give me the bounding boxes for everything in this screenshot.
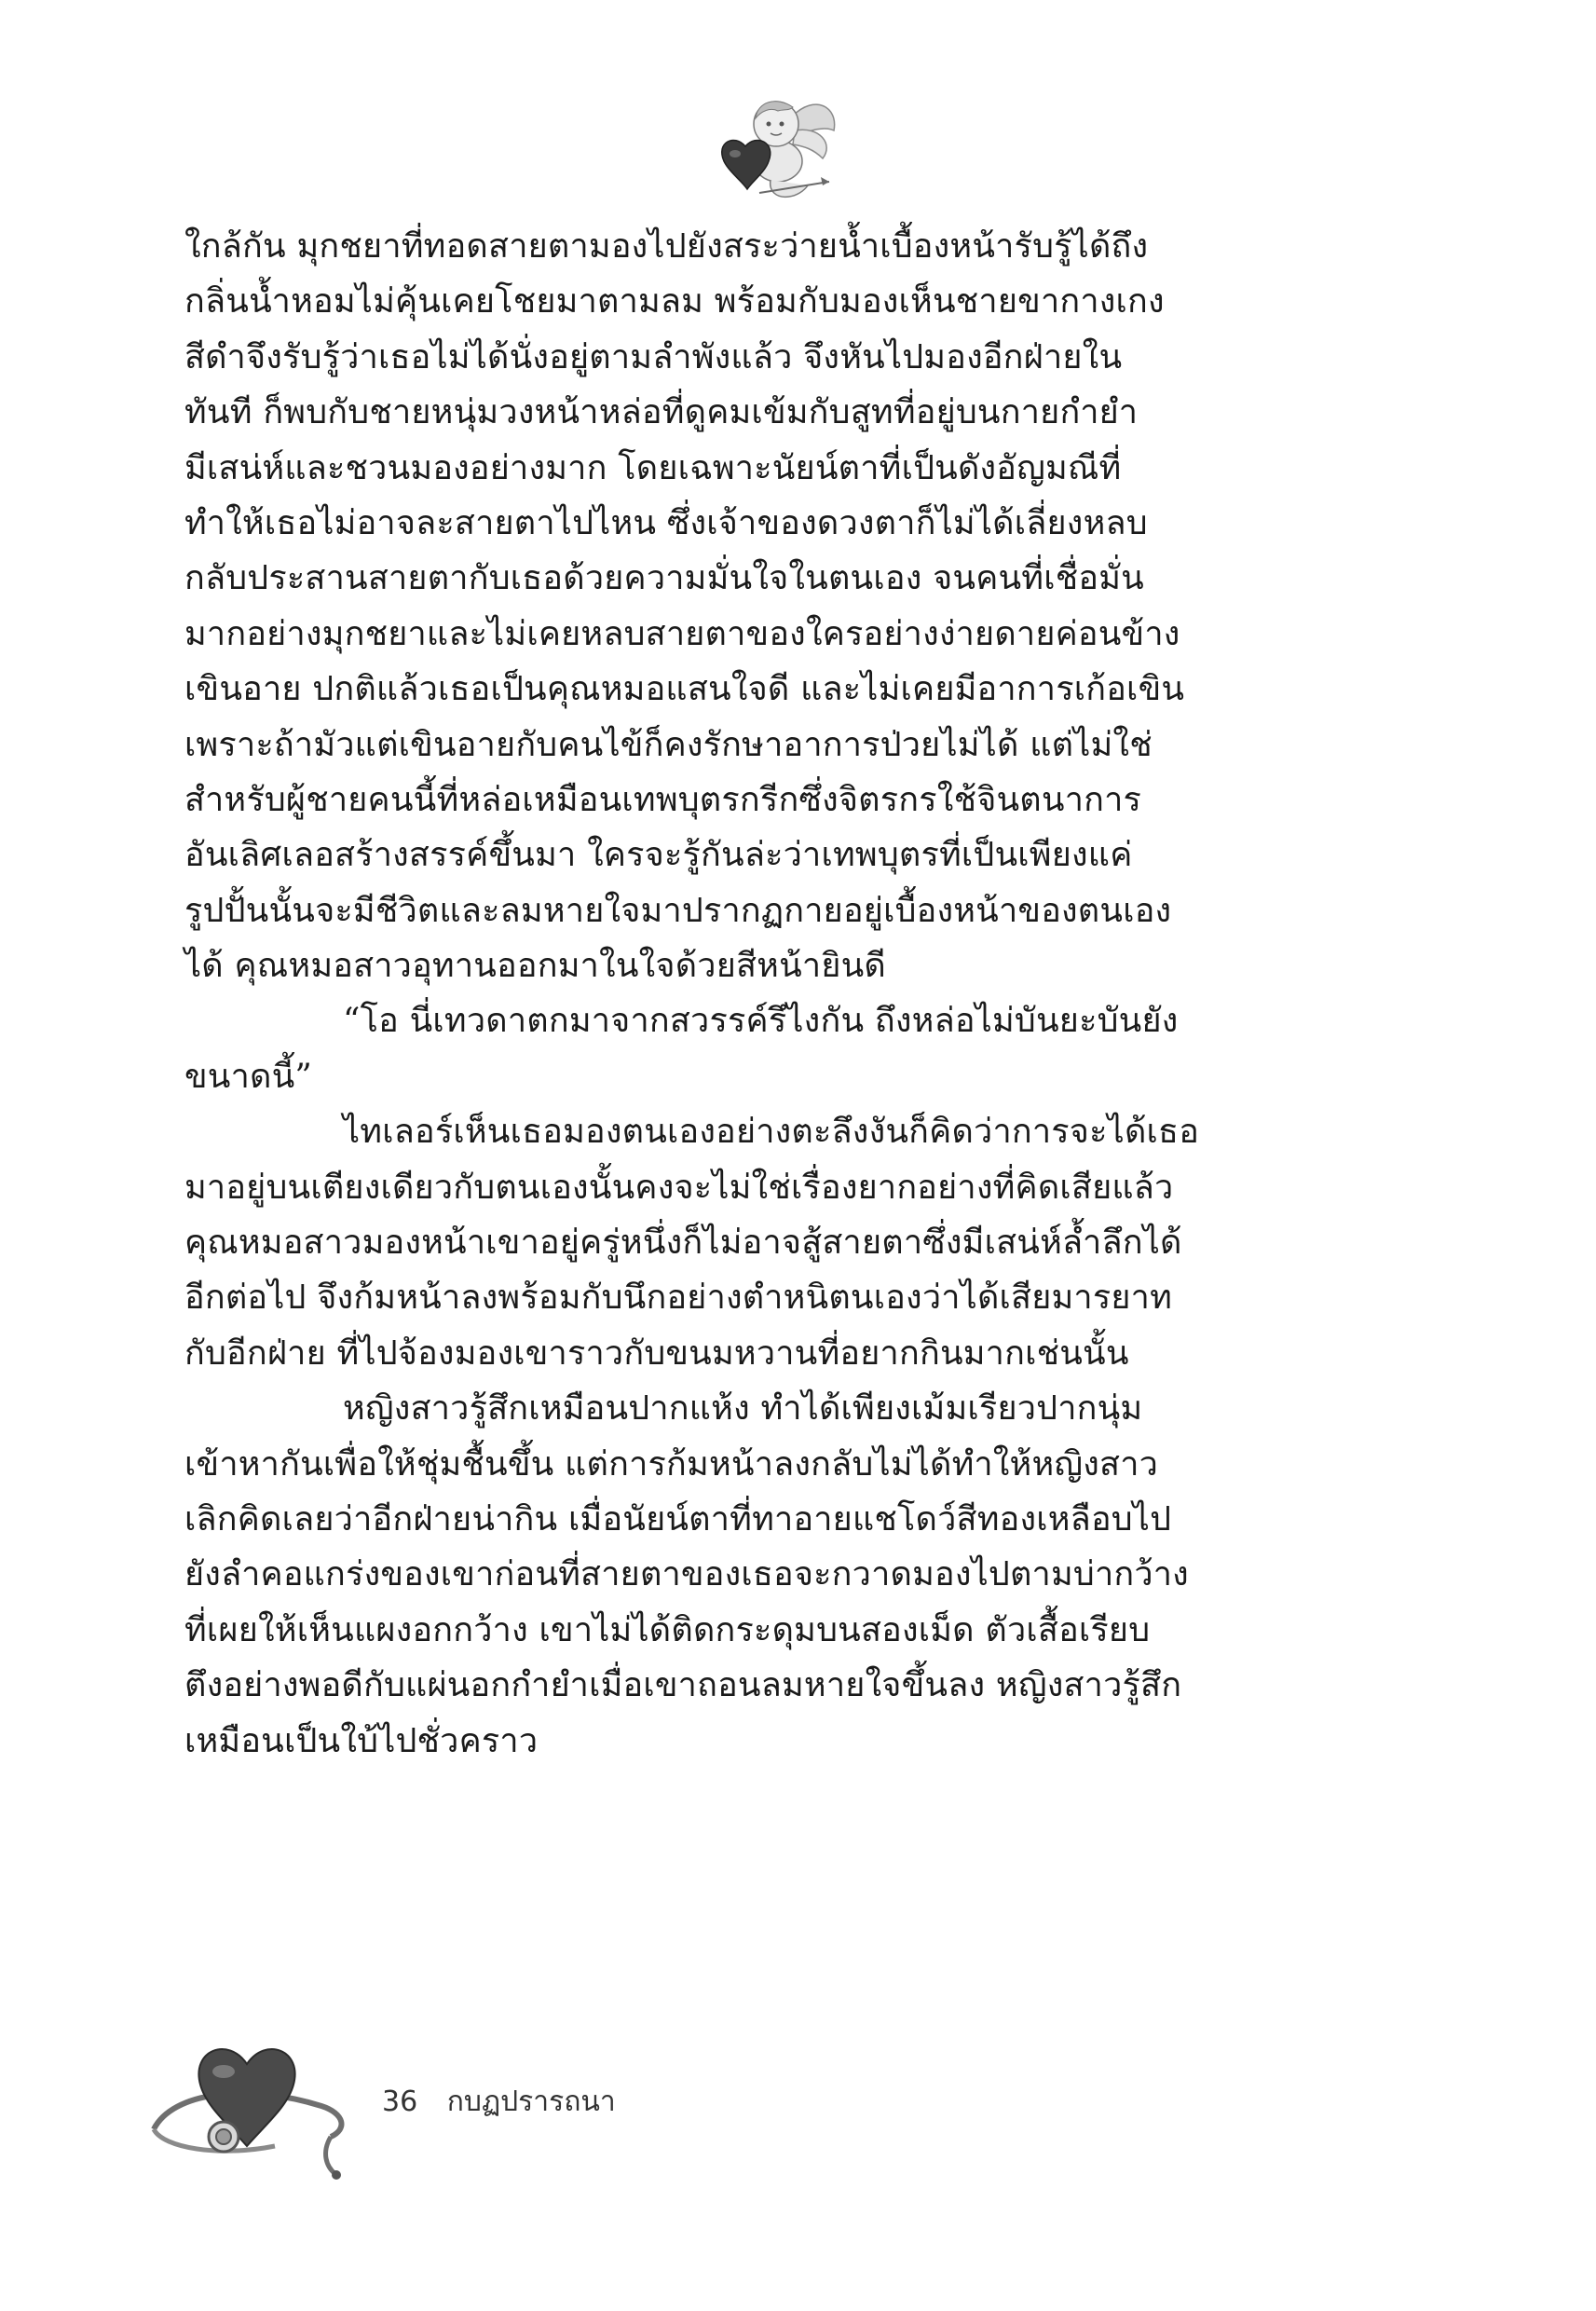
text-line: กลิ่นน้ำหอมไม่คุ้นเคยโชยมาตามลม พร้อมกับมองเห็นชายขากางเกง: [184, 282, 1165, 321]
text-line: มากอย่างมุกชยาและไม่เคยหลบสายตาของใครอย่างง่ายดายค่อนข้าง: [184, 614, 1180, 653]
page-number: 36: [382, 2085, 418, 2118]
text-line: รูปปั้นนั้นจะมีชีวิตและลมหายใจมาปรากฏกายอยู่เบื้องหน้าของตนเอง: [184, 891, 1172, 930]
text-line: ที่เผยให้เห็นแผงอกกว้าง เขาไม่ได้ติดกระดุมบนสองเม็ด ตัวเสื้อเรียบ: [184, 1610, 1151, 1649]
text-line: หญิงสาวรู้สึกเหมือนปากแห้ง ทำได้เพียงเม้มเรียวปากนุ่ม: [343, 1389, 1143, 1429]
text-line: ใกล้กัน มุกชยาที่ทอดสายตามองไปยังสระว่ายน้ำเบื้องหน้ารับรู้ได้ถึง: [184, 227, 1149, 266]
text-line: ได้ คุณหมอสาวอุทานออกมาในใจด้วยสีหน้ายินดี: [184, 947, 887, 986]
text-line: เลิกคิดเลยว่าอีกฝ่ายน่ากิน เมื่อนัยน์ตาที่ทาอายแชโดว์สีทองเหลือบไป: [184, 1499, 1172, 1538]
text-line: สีดำจึงรับรู้ว่าเธอไม่ได้นั่งอยู่ตามลำพังแล้ว จึงหันไปมองอีกฝ่ายใน: [184, 337, 1123, 376]
text-line: ทำให้เธอไม่อาจละสายตาไปไหน ซึ่งเจ้าของดวงตาก็ไม่ได้เลี่ยงหลบ: [184, 503, 1148, 542]
paragraph-3: [184, 1104, 1321, 1381]
text-line: กับอีกฝ่าย ที่ไปจ้องมองเขาราวกับขนมหวานที่อยากกินมากเช่นนั้น: [184, 1333, 1129, 1373]
text-line: ทันที ก็พบกับชายหนุ่มวงหน้าหล่อที่ดูคมเข้มกับสูทที่อยู่บนกายกำยำ: [184, 393, 1139, 432]
text-line: กลับประสานสายตากับเธอด้วยความมั่นใจในตนเอง จนคนที่เชื่อมั่น: [184, 559, 1144, 598]
text-line: มีเสน่ห์และชวนมองอย่างมาก โดยเฉพาะนัยน์ตาที่เป็นดังอัญมณีที่: [184, 448, 1122, 487]
text-line: ตึงอย่างพอดีกับแผ่นอกกำยำเมื่อเขาถอนลมหายใจขึ้นลง หญิงสาวรู้สึก: [184, 1666, 1182, 1705]
text-line: ขนาดนี้”: [184, 1057, 313, 1096]
text-line: ไทเลอร์เห็นเธอมองตนเองอย่างตะลึงงันก็คิดว่าการจะได้เธอ: [343, 1113, 1200, 1152]
body-text: [184, 219, 1321, 1769]
text-line: เข้าหากันเพื่อให้ชุ่มชื้นขึ้น แต่การก้มหน้าลงกลับไม่ได้ทำให้หญิงสาว: [184, 1444, 1159, 1484]
text-line: ยังลำคอแกร่งของเขาก่อนที่สายตาของเธอจะกวาดมองไปตามบ่ากว้าง: [184, 1555, 1189, 1594]
text-line: มาอยู่บนเตียงเดียวกับตนเองนั้นคงจะไม่ใช่เรื่องยากอย่างที่คิดเสียแล้ว: [184, 1168, 1174, 1207]
book-title: กบฏปรารถนา: [446, 2085, 616, 2118]
text-line: เหมือนเป็นใบ้ไปชั่วคราว: [184, 1721, 539, 1760]
text-line: เพราะถ้ามัวแต่เขินอายกับคนไข้ก็คงรักษาอาการป่วยไม่ได้ แต่ไม่ใช่: [184, 725, 1153, 764]
text-line: คุณหมอสาวมองหน้าเขาอยู่ครู่หนึ่งก็ไม่อาจสู้สายตาซึ่งมีเสน่ห์ล้ำลึกได้: [184, 1224, 1182, 1263]
cupid-heart-icon: [703, 89, 843, 205]
paragraph-4: [184, 1381, 1321, 1769]
text-line: อีกต่อไป จึงก้มหน้าลงพร้อมกับนึกอย่างตำหนิตนเองว่าได้เสียมารยาท: [184, 1279, 1173, 1318]
text-line: อันเลิศเลอสร้างสรรค์ขึ้นมา ใครจะรู้กันล่ะว่าเทพบุตรที่เป็นเพียงแค่: [184, 836, 1133, 875]
text-line: “โอ นี่เทวดาตกมาจากสวรรค์รึไงกัน ถึงหล่อไม่บันยะบันยัง: [343, 1002, 1179, 1041]
page-footer: [382, 2080, 616, 2124]
paragraph-1: [184, 219, 1321, 993]
paragraph-2: [184, 993, 1321, 1104]
heart-stethoscope-icon: [135, 2027, 359, 2185]
text-line: สำหรับผู้ชายคนนี้ที่หล่อเหมือนเทพบุตรกรีกซึ่งจิตรกรใช้จินตนาการ: [184, 780, 1142, 819]
text-line: เขินอาย ปกติแล้วเธอเป็นคุณหมอแสนใจดี และไม่เคยมีอาการเก้อเขิน: [184, 670, 1185, 709]
